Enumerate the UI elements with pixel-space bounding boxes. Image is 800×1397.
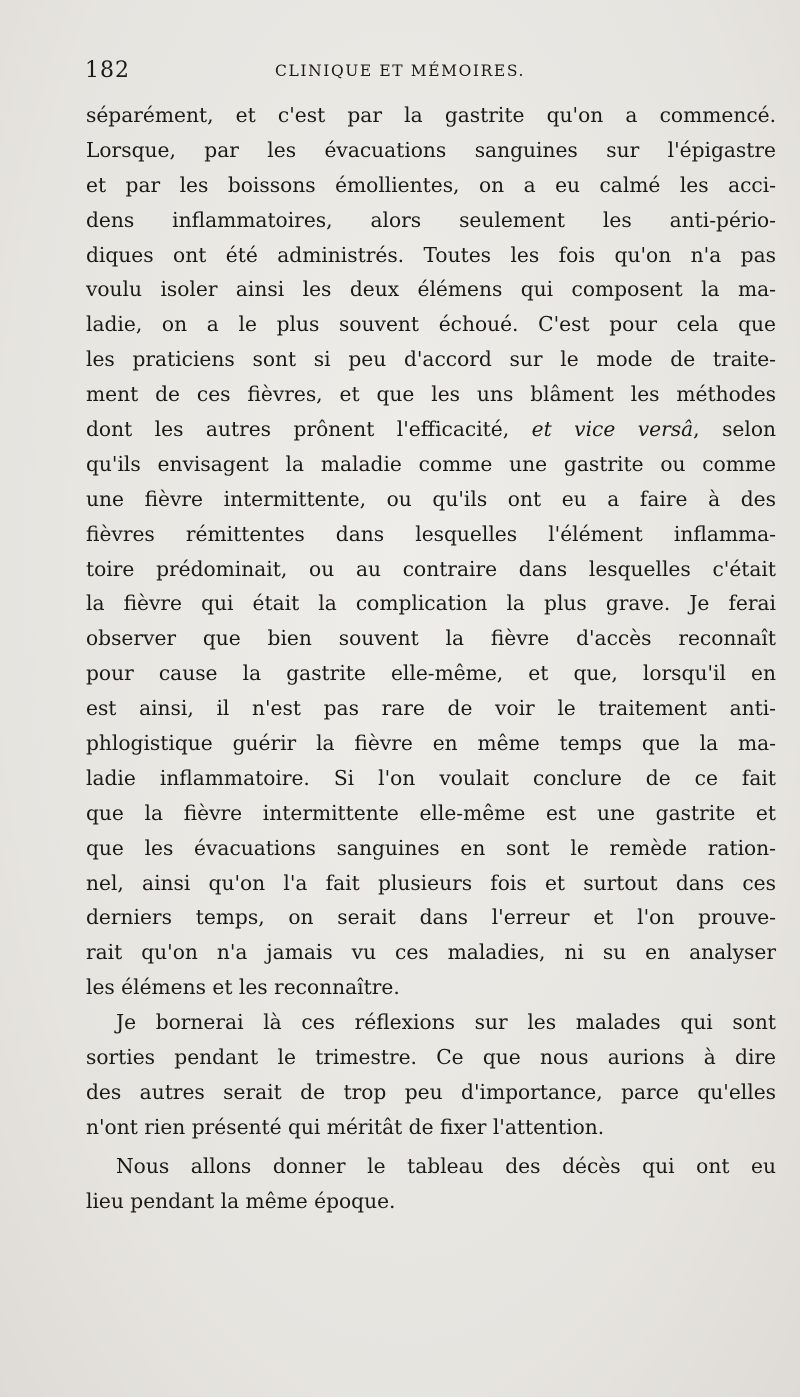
- text-line: ment de ces fièvres, et que les uns blâment les méthodes: [86, 382, 776, 407]
- text-segment: , selon: [693, 417, 776, 442]
- text-line: fièvres rémittentes dans lesquelles l'élément inflamma-: [86, 521, 776, 546]
- text-line: des autres serait de trop peu d'importance, parce qu'elles: [86, 1079, 776, 1104]
- text-line: les élémens et les reconnaître.: [86, 975, 400, 1000]
- paragraph-1: [86, 98, 776, 1005]
- page-number: 182: [85, 58, 130, 83]
- text-line: qu'ils envisagent la maladie comme une gastrite ou comme: [86, 451, 776, 476]
- text-line: lieu pendant la même époque.: [86, 1188, 396, 1213]
- text-line: dens inflammatoires, alors seulement les anti-pério-: [86, 207, 776, 232]
- text-line: voulu isoler ainsi les deux élémens qui composent la ma-: [86, 277, 776, 302]
- paragraph-3: [86, 1149, 776, 1219]
- italic-phrase: et vice versâ: [531, 417, 694, 442]
- text-line: derniers temps, on serait dans l'erreur et l'on prouve-: [86, 905, 776, 930]
- text-line: ladie, on a le plus souvent échoué. C'est pour cela que: [86, 312, 776, 337]
- text-line: Nous allons donner le tableau des décès qui ont eu: [116, 1153, 776, 1178]
- text-line: observer que bien souvent la fièvre d'accès reconnaît: [86, 626, 776, 651]
- text-line: que les évacuations sanguines en sont le remède ration-: [86, 835, 776, 860]
- text-line: une fièvre intermittente, ou qu'ils ont eu a faire à des: [86, 486, 776, 511]
- text-line: phlogistique guérir la fièvre en même temps que la ma-: [86, 731, 776, 756]
- text-line: n'ont rien présenté qui méritât de fixer l'attention.: [86, 1114, 605, 1139]
- text-line: ladie inflammatoire. Si l'on voulait conclure de ce fait: [86, 765, 776, 790]
- text-line: diques ont été administrés. Toutes les fois qu'on n'a pas: [86, 242, 776, 267]
- text-line: séparément, et c'est par la gastrite qu'on a commencé.: [86, 103, 776, 127]
- text-line: Je bornerai là ces réflexions sur les malades qui sont: [116, 1010, 776, 1035]
- text-segment: dont les autres prônent l'efficacité,: [86, 417, 510, 442]
- running-title: CLINIQUE ET MÉMOIRES.: [275, 62, 526, 80]
- text-line: pour cause la gastrite elle-même, et que, lorsqu'il en: [86, 661, 776, 686]
- body-text: [86, 98, 776, 1219]
- text-line: la fièvre qui était la complication la plus grave. Je ferai: [86, 591, 776, 616]
- text-line: que la fièvre intermittente elle-même est une gastrite et: [86, 800, 776, 825]
- text-line: est ainsi, il n'est pas rare de voir le traitement anti-: [86, 696, 776, 721]
- text-line: nel, ainsi qu'on l'a fait plusieurs fois et surtout dans ces: [86, 870, 776, 895]
- text-line: et par les boissons émollientes, on a eu calmé les acci-: [86, 172, 776, 197]
- text-line-with-italic: [86, 412, 776, 447]
- running-head: [85, 58, 775, 88]
- text-line: rait qu'on n'a jamais vu ces maladies, ni su en analyser: [86, 940, 776, 965]
- text-line: toire prédominait, ou au contraire dans lesquelles c'était: [86, 556, 776, 581]
- text-line: Lorsque, par les évacuations sanguines sur l'épigastre: [86, 137, 776, 162]
- text-line: les praticiens sont si peu d'accord sur le mode de traite-: [86, 347, 776, 372]
- text-line: sorties pendant le trimestre. Ce que nous aurions à dire: [86, 1045, 776, 1070]
- paragraph-2: [86, 1005, 776, 1145]
